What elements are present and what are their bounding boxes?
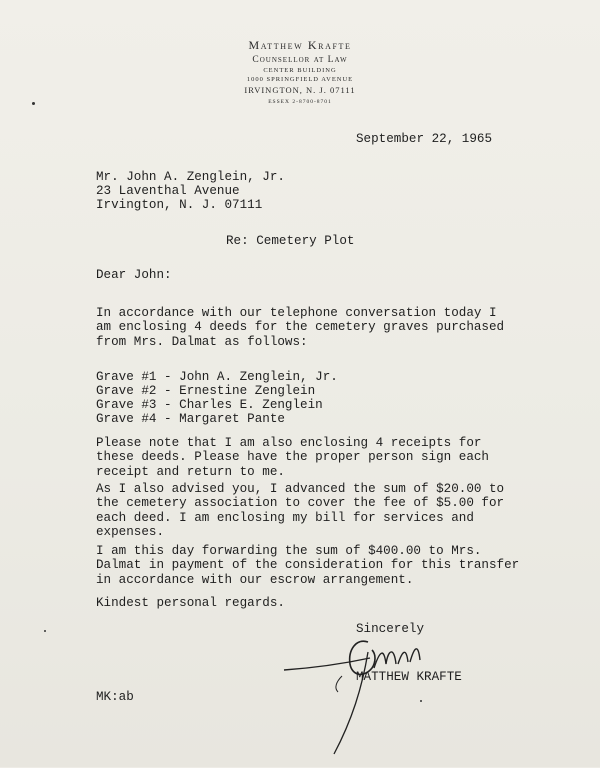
signer-name: MATTHEW KRAFTE [356, 670, 462, 684]
grave-item: Grave #4 - Margaret Pante [96, 412, 285, 426]
recipient-city: Irvington, N. J. 07111 [96, 198, 263, 212]
letterhead-city: IRVINGTON, N. J. 07111 [244, 85, 356, 95]
letterhead-building: CENTER BUILDING [263, 67, 337, 74]
paragraph-receipts: Please note that I am also enclosing 4 receipts for these deeds. Please have the proper person sign each receipt and return to me. [96, 436, 489, 479]
letterhead-name: Matthew Krafte [248, 38, 352, 52]
letterhead-street: 1000 SPRINGFIELD AVENUE [246, 76, 354, 83]
paragraph-escrow: I am this day forwarding the sum of $400.00 to Mrs. Dalmat in payment of the consideration for this transfer in accordance with our escrow arrangement. [96, 544, 520, 587]
grave-item: Grave #3 - Charles E. Zenglein [96, 398, 323, 412]
subject-line: Re: Cemetery Plot [226, 234, 355, 248]
closing-note: Kindest personal regards. [96, 596, 285, 610]
letterhead [200, 38, 400, 105]
paper-speck [32, 102, 35, 105]
letterhead-phone: ESSEX 2-8700-8701 [268, 99, 332, 105]
paper-speck [420, 700, 422, 702]
grave-item: Grave #1 - John A. Zenglein, Jr. [96, 370, 338, 384]
grave-item: Grave #2 - Ernestine Zenglein [96, 384, 316, 398]
paragraph-deeds: In accordance with our telephone conversation today I am enclosing 4 deeds for the cemetery graves purchased from Mrs. Dalmat as follows: [96, 306, 505, 349]
letter-date: September 22, 1965 [356, 132, 493, 146]
paragraph-fees: As I also advised you, I advanced the sum of $20.00 to the cemetery association to cover the fee of $5.00 for each deed. I am enclosing my bill for services and expenses. [96, 482, 505, 539]
handwritten-signature [272, 628, 442, 768]
letterhead-title: Counsellor at Law [252, 55, 348, 65]
paper-speck [44, 630, 46, 632]
salutation: Dear John: [96, 268, 172, 282]
typist-initials: MK:ab [96, 690, 134, 704]
recipient-name: Mr. John A. Zenglein, Jr. [96, 170, 285, 184]
recipient-street: 23 Laventhal Avenue [96, 184, 240, 198]
sign-off: Sincerely [356, 622, 425, 636]
